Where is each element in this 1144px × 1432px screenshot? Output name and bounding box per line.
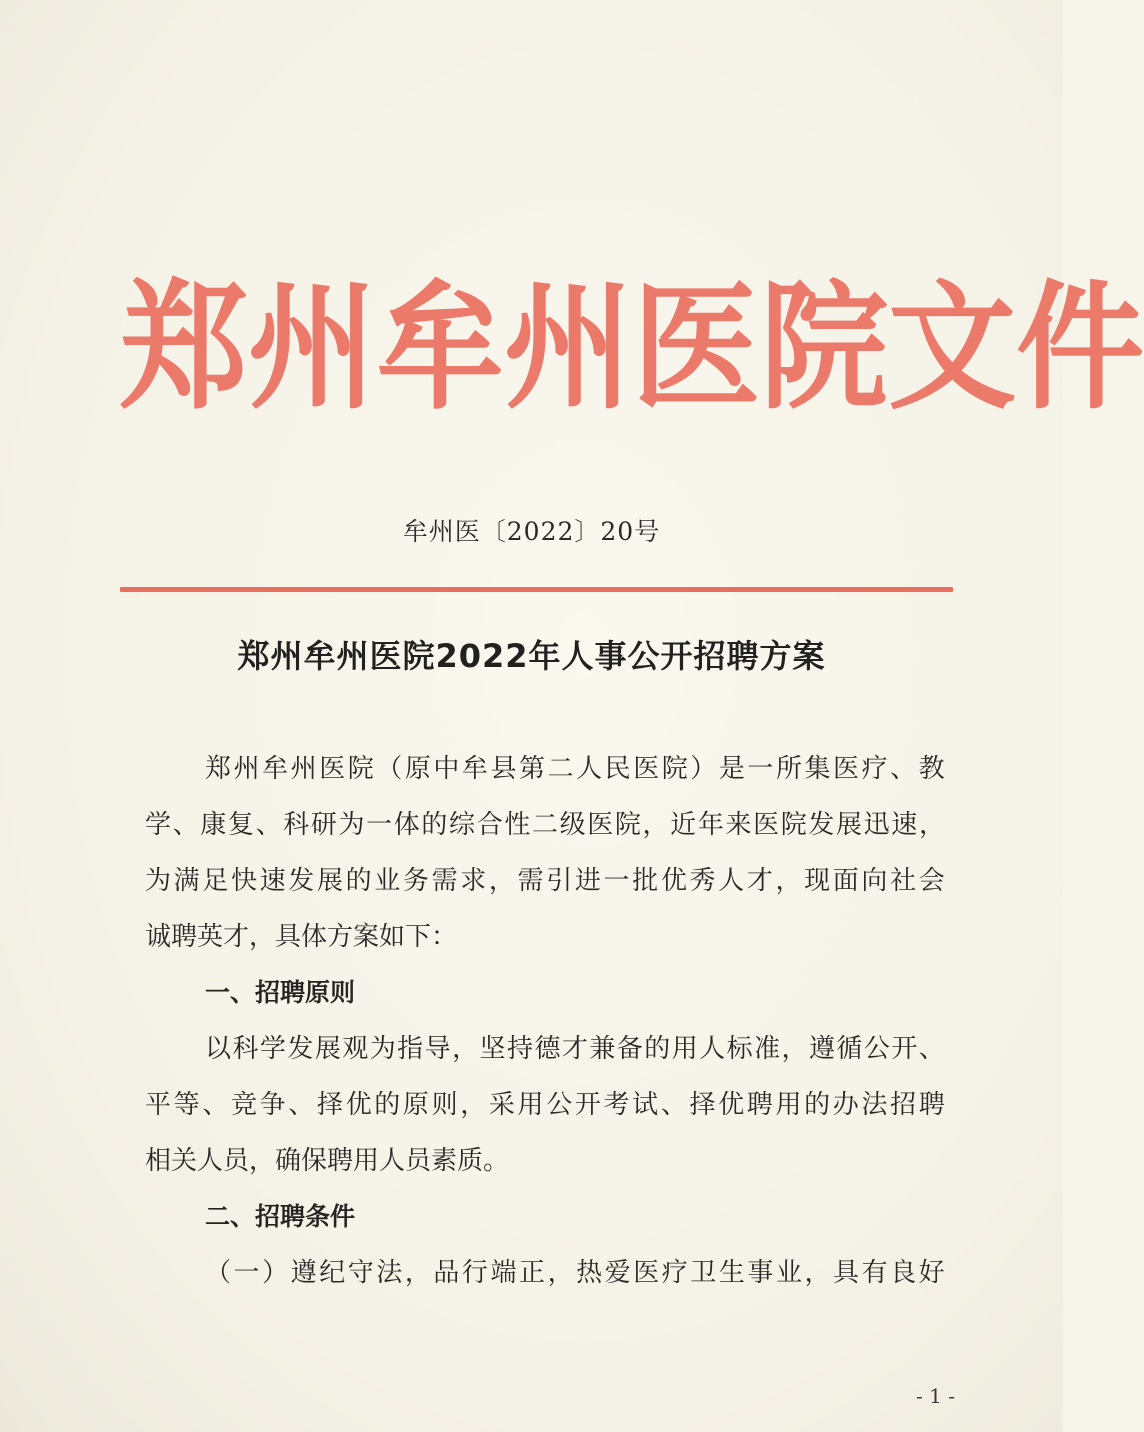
paragraph-line: 以 科 学 发 展 观 为 指 导 ， 坚 持 德 才 兼 备 的 用 人 标 准 ， 遵 循 公 开 、 xyxy=(205,1034,945,1064)
document-title: 郑州牟州医院2022年人事公开招聘方案 xyxy=(237,637,826,675)
section-heading: 一、招聘原则 xyxy=(205,978,356,1007)
red-divider-line xyxy=(120,587,953,592)
paragraph-line: 诚聘英才，具体方案如下： xyxy=(145,922,458,952)
page-number: - 1 - xyxy=(916,1384,955,1408)
document-number: 牟州医〔2022〕20号 xyxy=(402,517,661,546)
paragraph-line: （ 一 ） 遵 纪 守 法 ， 品 行 端 正 ， 热 爱 医 疗 卫 生 事 业 ， 具 有 良 好 xyxy=(205,1258,945,1288)
paragraph-line: 平 等 、 竞 争 、 择 优 的 原 则 ， 采 用 公 开 考 试 、 择 优 聘 用 的 办 法 招 聘 xyxy=(145,1090,945,1120)
paragraph-line: 学 、 康 复 、 科 研 为 一 体 的 综 合 性 二 级 医 院 ， 近 年 来 医 院 发 展 迅 速 ， xyxy=(145,810,945,840)
masthead-char: 医 xyxy=(632,267,761,429)
masthead-char: 牟 xyxy=(376,267,505,429)
masthead-char: 州 xyxy=(248,267,377,429)
paragraph-line: 相关人员，确保聘用人员素质。 xyxy=(145,1146,510,1176)
masthead-char: 文 xyxy=(888,267,1017,429)
masthead-char: 州 xyxy=(504,267,633,429)
document-body xyxy=(145,741,945,1301)
paragraph-line: 郑 州 牟 州 医 院 （ 原 中 牟 县 第 二 人 民 医 院 ） 是 一 所 集 医 疗 、 教 xyxy=(205,754,945,784)
paragraph-line: 为 满 足 快 速 发 展 的 业 务 需 求 ， 需 引 进 一 批 优 秀 人 才 ， 现 面 向 社 会 xyxy=(145,866,945,896)
masthead-char: 院 xyxy=(760,267,889,429)
masthead-char: 件 xyxy=(1016,267,1144,429)
masthead-char: 郑 xyxy=(120,267,249,429)
red-masthead xyxy=(120,267,1144,429)
section-heading: 二、招聘条件 xyxy=(205,1202,356,1231)
